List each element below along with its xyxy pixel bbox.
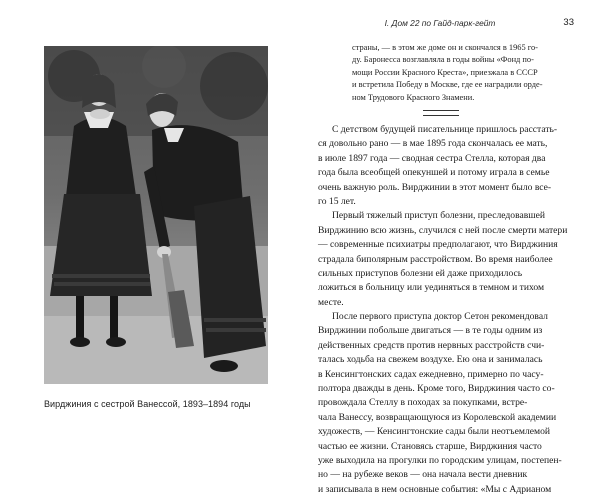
- body-line: го 15 лет.: [318, 195, 356, 207]
- body-line: С детством будущей писательнице пришлось расстать-: [332, 124, 558, 135]
- body-line: Первый тяжелый приступ болезни, преследовавшей: [332, 210, 546, 222]
- body-line: ложиться в больницу или уединяться в темном и тихом: [318, 282, 545, 294]
- footnote: [352, 42, 562, 104]
- body-line: страдала биполярным расстройством. Во время наиболее: [318, 253, 553, 265]
- body-line: полтора дважды в день. Кроме того, Вирджиния часто со-: [318, 383, 555, 395]
- body-line: уже выходила на прогулки по городским улицам, постепен-: [318, 454, 562, 466]
- body-line: талась ходьба на свежем воздухе. Ею она и занималась: [318, 354, 543, 366]
- body-line: сильных приступов болезни ей даже приходилось: [318, 267, 523, 279]
- body-line: очень важную роль. Вирджинии в этот момент было все-: [318, 181, 552, 193]
- body-line: года была всеобщей опекуншей и потому играла в семье: [318, 167, 550, 179]
- body-line: художеств, — Кенсингтонские сады были неотъемлемой: [318, 426, 551, 438]
- body-line: Вирджинии побольше двигаться — в те годы одним из: [318, 325, 543, 337]
- body-line: и записывала в нем основные события: «Мы с Адрианом: [318, 483, 552, 495]
- footnote-line: ду. Баронесса возглавляла в годы войны «Фонд по-: [352, 55, 534, 65]
- body-line: чала Ванессу, возвращающуюся из Королевской академии: [318, 411, 557, 423]
- footnote-line: ном Трудового Красного Знамени.: [352, 92, 475, 102]
- page-number: 33: [563, 17, 574, 28]
- photo-caption: Вирджиния с сестрой Ванессой, 1893–1894 годы: [44, 399, 251, 409]
- body-line: провождала Стеллу в походах за покупками, встре-: [318, 397, 528, 409]
- footnote-line: страны, — в этом же доме он и скончался в 1965 го-: [352, 43, 538, 52]
- body-line: в июле 1897 года — сводная сестра Стелла, которая два: [318, 152, 546, 164]
- photo-image: [44, 46, 268, 384]
- body-line: Вирджинию всю жизнь, случился с ней после смерти матери: [318, 224, 568, 236]
- body-line: действенных средств против нервных расстройств счи-: [318, 339, 545, 351]
- body-line: но — на рубеже веков — она начала вести дневник: [318, 469, 528, 481]
- body-line: в Кенсингтонских садах ежедневно, примерно по часу-: [318, 368, 544, 380]
- body-line: После первого приступа доктор Сетон рекомендовал: [332, 311, 548, 323]
- body-text: [318, 123, 574, 497]
- body-line: — современные психиатры предполагают, что Вирджиния: [318, 239, 558, 251]
- body-line: частью ее жизни. Становясь старше, Вирджиния часто: [318, 440, 542, 452]
- body-line: месте.: [318, 296, 344, 308]
- photo-sisters: [44, 46, 268, 384]
- footnote-line: и встретила Победу в Москве, где ее наградили орде-: [352, 80, 543, 90]
- running-head: I. Дом 22 по Гайд-парк-гейт: [384, 18, 496, 28]
- body-line: ся довольно рано — в мае 1895 года скончалась ее мать,: [318, 138, 548, 150]
- section-divider: [423, 110, 459, 116]
- footnote-line: мощи России Красного Креста», приезжала в СССР: [352, 67, 538, 77]
